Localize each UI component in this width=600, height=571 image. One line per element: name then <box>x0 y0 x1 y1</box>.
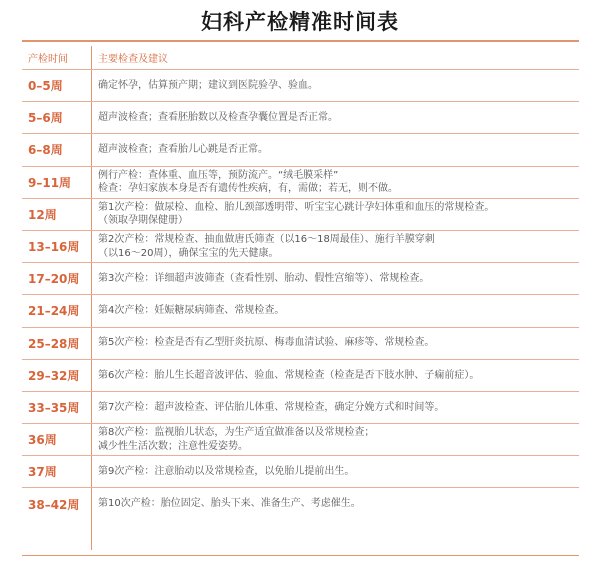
table-bottom-rule <box>22 555 579 556</box>
exam-period: 6–8周 <box>28 143 63 158</box>
exam-description <box>98 488 576 519</box>
table-row <box>22 262 579 294</box>
exam-period: 5–6周 <box>28 111 63 126</box>
exam-description <box>98 231 576 262</box>
exam-description <box>98 70 576 101</box>
table-row <box>22 359 579 391</box>
table-row <box>22 133 579 165</box>
description-line: 第8次产检：监视胎儿状态，为生产适宜做准备以及常规检查； <box>98 427 375 439</box>
exam-description <box>98 456 576 487</box>
table-row <box>22 166 579 198</box>
table-top-rule <box>22 40 579 42</box>
table-row <box>22 101 579 133</box>
description-line: 例行产检：查体重、血压等，预防流产。“绒毛膜采样” <box>98 169 339 181</box>
exam-description <box>98 360 576 391</box>
exam-description <box>98 295 576 326</box>
description-line: 第4次产检：妊娠糖尿病筛查、常规检查。 <box>98 305 285 317</box>
description-line: 检查：孕妇家族本身是否有遗传性疾病，有，需做；若无，则不做。 <box>98 183 398 195</box>
description-line: 第2次产检：常规检查、抽血做唐氏筛查（以16～18周最佳）、施行羊膜穿刺 <box>98 234 435 246</box>
table-row <box>22 69 579 101</box>
exam-period: 13–16周 <box>28 240 80 255</box>
exam-description <box>98 263 576 294</box>
header-period: 产检时间 <box>28 54 68 65</box>
description-line: 第5次产检：检查是否有乙型肝炎抗原、梅毒血清试验、麻疹等、常规检查。 <box>98 337 435 349</box>
description-line: 第10次产检：胎位固定、胎头下来、准备生产、考虑催生。 <box>98 498 361 510</box>
exam-period: 21–24周 <box>28 304 80 319</box>
description-line: 确定怀孕，估算预产期；建议到医院验孕、验血。 <box>98 79 318 91</box>
table-row <box>22 423 579 455</box>
table-row <box>22 230 579 262</box>
exam-period: 12周 <box>28 207 57 222</box>
exam-description <box>98 167 576 198</box>
description-line: 超声波检查；查看胚胎数以及检查孕囊位置是否正常。 <box>98 112 338 124</box>
exam-description <box>98 199 576 230</box>
description-line: 第7次产检：超声波检查、评估胎儿体重、常规检查，确定分娩方式和时间等。 <box>98 401 445 413</box>
exam-schedule-table <box>22 40 579 556</box>
exam-period: 33–35周 <box>28 400 80 415</box>
exam-period: 29–32周 <box>28 368 80 383</box>
exam-description <box>98 102 576 133</box>
description-line: 第9次产检：注意胎动以及常规检查，以免胎儿提前出生。 <box>98 466 355 478</box>
exam-description <box>98 134 576 165</box>
exam-period: 9–11周 <box>28 175 72 190</box>
table-body <box>22 69 579 520</box>
exam-period: 25–28周 <box>28 336 80 351</box>
exam-description <box>98 392 576 423</box>
table-row <box>22 327 579 359</box>
header-items: 主要检查及建议 <box>98 54 168 65</box>
table-header <box>22 44 579 69</box>
table-row <box>22 391 579 423</box>
exam-period: 38–42周 <box>28 497 80 512</box>
description-line: （以16～20周），确保宝宝的先天健康。 <box>98 247 279 259</box>
page-title: 妇科产检精准时间表 <box>201 10 399 34</box>
description-line: 超声波检查；查看胎儿心跳是否正常。 <box>98 144 268 156</box>
table-row <box>22 487 579 519</box>
exam-period: 0–5周 <box>28 79 63 94</box>
table-row <box>22 198 579 230</box>
description-line: 第6次产检：胎儿生长超音波评估、验血、常规检查（检查是否下肢水肿、子痫前症）。 <box>98 369 480 381</box>
exam-description <box>98 424 576 455</box>
table-row <box>22 294 579 326</box>
description-line: （领取孕期保健册） <box>98 215 188 227</box>
description-line: 减少性生活次数；注意性爱姿势。 <box>98 440 248 452</box>
exam-period: 36周 <box>28 433 57 448</box>
exam-period: 37周 <box>28 465 57 480</box>
description-line: 第3次产检：详细超声波筛查（查看性别、胎动、假性宫缩等）、常规检查。 <box>98 272 430 284</box>
table-row <box>22 455 579 487</box>
exam-description <box>98 328 576 359</box>
description-line: 第1次产检：做尿检、血检、胎儿颈部透明带、听宝宝心跳计孕妇体重和血压的常规检查。 <box>98 201 495 213</box>
exam-period: 17–20周 <box>28 272 80 287</box>
